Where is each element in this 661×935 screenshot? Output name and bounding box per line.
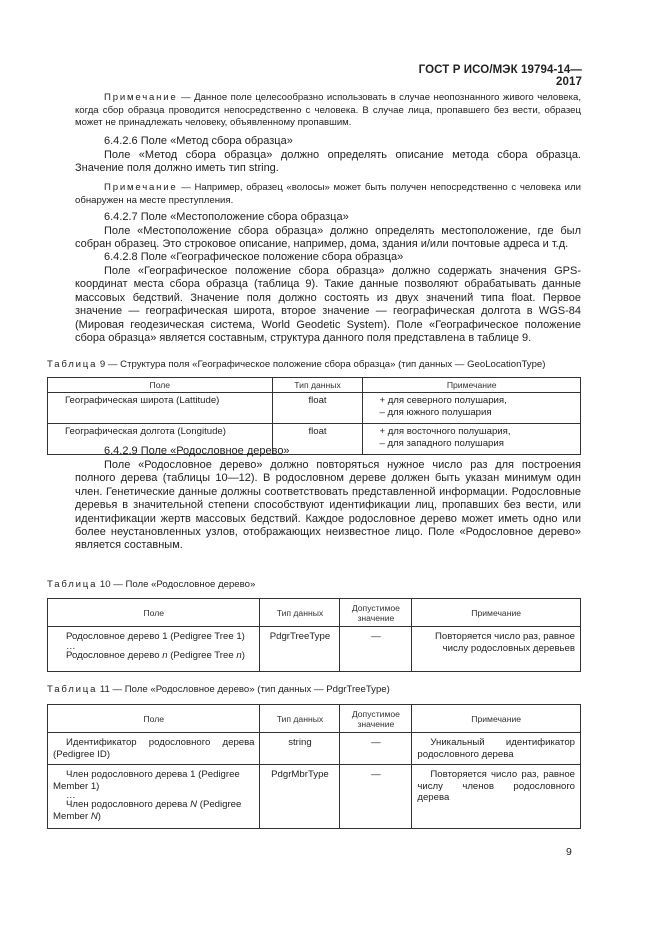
ellipsis: … [66,790,76,802]
table-row [48,765,581,829]
table-10 [47,598,581,672]
note-label: Примечание [104,182,178,193]
section-heading-6429: 6.4.2.9 Поле «Родословное дерево» [104,445,290,457]
table-row [48,733,581,765]
table-caption-text: 10 — Поле «Родословное дерево» [97,579,256,590]
section-heading-6428: 6.4.2.8 Поле «Географическое положение сбора образца» [104,251,404,263]
table-cell: PdgrTreeType [260,627,340,672]
table-cell: — [340,627,412,672]
table-header: Тип данных [260,599,340,627]
table-9 [47,377,581,455]
table-cell [363,393,581,424]
section-heading-6427: 6.4.2.7 Поле «Местоположение сбора образца» [104,211,349,223]
table-header: Примечание [412,599,581,627]
table-label: Таблица [47,359,98,370]
table-label: Таблица [47,579,98,590]
section-paragraph-6427: Поле «Местоположение сбора образца» должно определять местоположение, где был собран образец. Это строковое описание, например, дома, здания и/или почтовые адреса и т.д. [75,225,581,251]
table-header: Поле [48,599,260,627]
section-paragraph-6428: Поле «Географическое положение сбора образца» должно содержать значения GPS-координат места сбора образца (таблица 9). Такие данные позволяют обрабатывать данные массовых бедствий. Значение поля должно состоять из двух значений типа float. Первое значение — географическая широта, второе значение — географическая долгота в WGS-84 (Мировая геодезическая система, World Geodetic System). Поле «Географическое положение сбора образца» является составным, структура данного поля представлена в таблице 9. [75,265,581,345]
table-header: Примечание [412,705,581,733]
note-2 [75,182,581,207]
table-header: Примечание [363,378,581,393]
table-header: Поле [48,378,273,393]
table-header: Допустимое значение [340,705,412,733]
table-cell: Повторяется число раз, равное числу членов родословного дерева [412,765,581,829]
section-paragraph-6429: Поле «Родословное дерево» должно повторяться нужное число раз для построения полного дерева (таблицы 10—12). В родословном дереве должен быть указан минимум один член. Генетические данные должны соответствовать представленной информации. Родословные деревья в значительной степени способствуют идентификации лиц, пропавших без вести, или идентификации жертв массовых бедствий. Каждое родословное дерево может иметь одно или более неустановленных узлов, отображающих неизвестное лицо. Поле «Родословное дерево» является составным. [75,459,581,552]
table-cell: float [272,393,363,424]
field-line: Член родословного дерева 1 (Pedigree Member 1) [53,769,240,792]
table-11 [47,704,581,829]
table10-caption [47,579,255,591]
table-caption-text: 9 — Структура поля «Географическое положение сбора образца» (тип данных — GeoLocationType) [97,359,546,370]
table-header: Тип данных [260,705,340,733]
section-heading-6426: 6.4.2.6 Поле «Метод сбора образца» [104,135,293,147]
table-cell [363,424,581,455]
table-header: Допустимое значение [340,599,412,627]
table9-caption [47,359,545,371]
table-caption-text: 11 — Поле «Родословное дерево» (тип данных — PdgrTreeType) [97,684,390,695]
field-line: Родословное дерево n (Pedigree Tree n) [66,649,245,661]
note-line: – для западного полушария [379,437,504,449]
table-cell: Идентификатор родословного дерева (Pedigree ID) [48,733,260,765]
page-number: 9 [566,846,572,858]
table-cell: — [340,733,412,765]
note-line: + для северного полушария, [379,395,507,406]
table-cell: PdgrMbrType [260,765,340,829]
field-line: Член родословного дерева N (Pedigree Member N) [53,799,242,822]
table-header: Тип данных [272,378,363,393]
table-cell: float [272,424,363,455]
table-cell: Повторяется число раз, равное числу родословных деревьев [412,627,581,672]
note-text: — Например, образец «волосы» может быть получен непосредственно с человека или обнаружен на месте преступления. [75,182,581,206]
ellipsis: … [66,640,76,652]
table-header: Поле [48,705,260,733]
field-line: Родословное дерево 1 (Pedigree Tree 1) [66,631,245,642]
note-1 [75,92,581,130]
table-cell: string [260,733,340,765]
table-cell [48,765,260,829]
table-cell: Географическая широта (Lattitude) [48,393,273,424]
note-text: — Данное поле целесообразно использовать в случае неопознанного живого человека, когда сбор образца проводится непосредственно с человека. В случае лица, пропавшего без вести, образец может не принадлежать человеку, объявленному пропавшим. [75,92,581,129]
table-row [48,393,581,424]
note-line: – для южного полушария [379,406,492,418]
note-line: + для восточного полушария, [379,426,511,437]
note-label: Примечание [104,92,178,103]
table-cell: Уникальный идентификатор родословного дерева [412,733,581,765]
table-label: Таблица [47,684,98,695]
table11-caption [47,684,390,696]
table-cell: Географическая долгота (Longitude) [48,424,273,455]
doc-header: ГОСТ Р ИСО/МЭК 19794-14—2017 [418,64,582,88]
table-row [48,627,581,672]
table-cell: — [340,765,412,829]
section-paragraph-6426: Поле «Метод сбора образца» должно определять описание метода сбора образца. Значение поля должно иметь тип string. [75,149,581,175]
table-cell [48,627,260,672]
